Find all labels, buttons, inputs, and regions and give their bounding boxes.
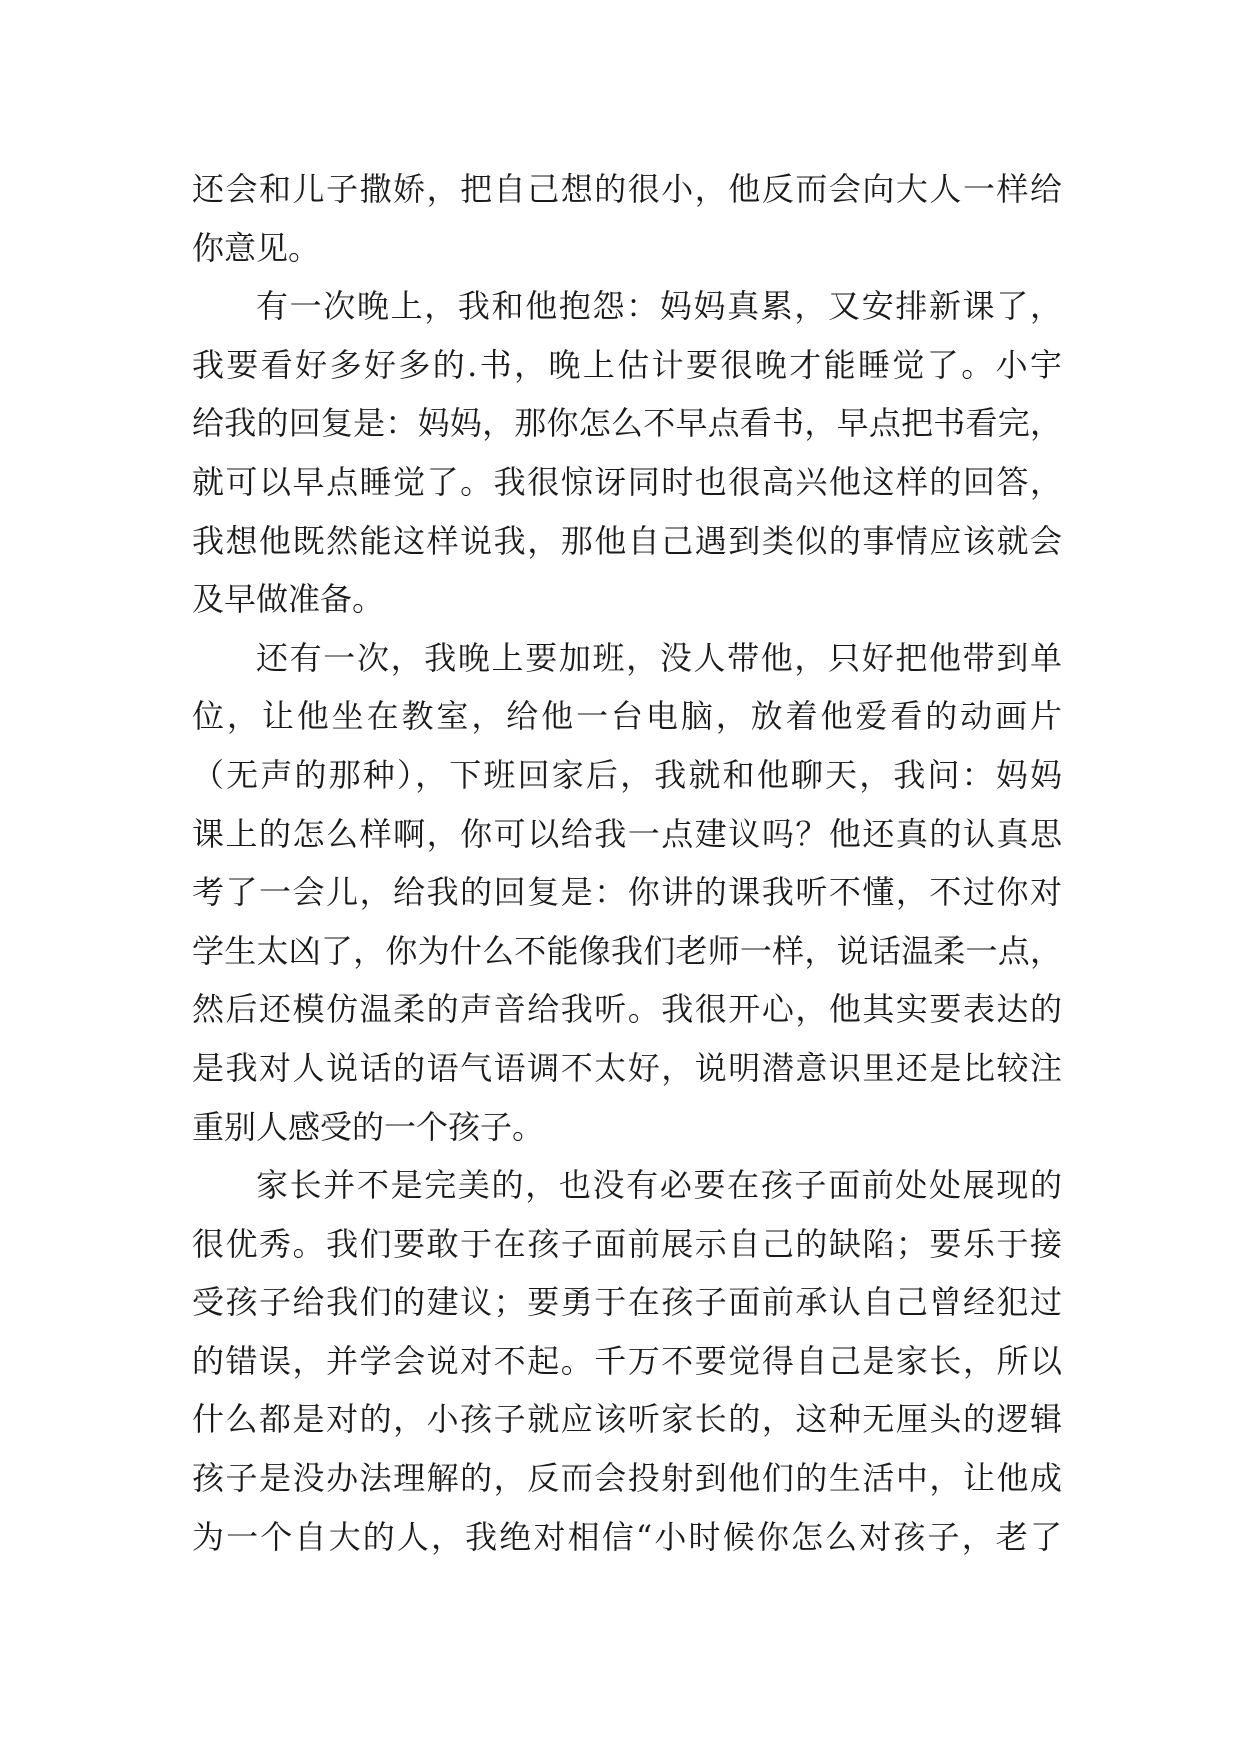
paragraph (192, 277, 1062, 629)
text-line: 你意见。 (192, 228, 321, 267)
text-line: 为一个自大的人，我绝对相信“小时候你怎么对孩子，老了 (192, 1517, 1062, 1556)
text-line: 然后还模仿温柔的声音给我听。我很开心，他其实要表达的 (192, 990, 1062, 1029)
text-line: 受孩子给我们的建议；要勇于在孩子面前承认自己曾经犯过 (192, 1283, 1062, 1322)
text-line: 还有一次，我晚上要加班，没人带他，只好把他带到单 (256, 638, 1062, 677)
text-line: （无声的那种），下班回家后，我就和他聊天，我问：妈妈 (192, 755, 1062, 794)
text-line: 课上的怎么样啊，你可以给我一点建议吗？他还真的认真思 (192, 814, 1062, 853)
text-line: 的错误，并学会说对不起。千万不要觉得自己是家长，所以 (192, 1341, 1062, 1380)
text-line: 孩子是没办法理解的，反而会投射到他们的生活中，让他成 (192, 1459, 1062, 1498)
text-line: 家长并不是完美的，也没有必要在孩子面前处处展现的 (256, 1166, 1062, 1205)
text-line: 有一次晚上，我和他抱怨：妈妈真累，又安排新课了， (256, 287, 1062, 326)
text-line: 重别人感受的一个孩子。 (192, 1107, 545, 1146)
text-line: 什么都是对的，小孩子就应该听家长的，这种无厘头的逻辑 (192, 1400, 1062, 1439)
text-line: 位，让他坐在教室，给他一台电脑，放着他爱看的动画片 (192, 697, 1062, 736)
text-line: 是我对人说话的语气语调不太好，说明潜意识里还是比较注 (192, 1048, 1062, 1087)
document-body (192, 160, 1062, 1566)
text-line: 考了一会儿，给我的回复是：你讲的课我听不懂，不过你对 (192, 873, 1062, 912)
text-line: 我想他既然能这样说我，那他自己遇到类似的事情应该就会 (192, 521, 1062, 560)
text-line: 很优秀。我们要敢于在孩子面前展示自己的缺陷；要乐于接 (192, 1224, 1062, 1263)
text-line: 还会和儿子撒娇，把自己想的很小，他反而会向大人一样给 (192, 170, 1062, 208)
text-line: 学生太凶了，你为什么不能像我们老师一样，说话温柔一点， (192, 931, 1062, 970)
paragraph (192, 1156, 1062, 1566)
paragraph (192, 629, 1062, 1156)
text-line: 我要看好多好多的.书，晚上估计要很晚才能睡觉了。小宇 (192, 345, 1062, 384)
text-line: 给我的回复是：妈妈，那你怎么不早点看书，早点把书看完， (192, 404, 1062, 443)
text-line: 就可以早点睡觉了。我很惊讶同时也很高兴他这样的回答， (192, 462, 1062, 501)
paragraph (192, 160, 1062, 277)
text-line: 及早做准备。 (192, 580, 385, 619)
